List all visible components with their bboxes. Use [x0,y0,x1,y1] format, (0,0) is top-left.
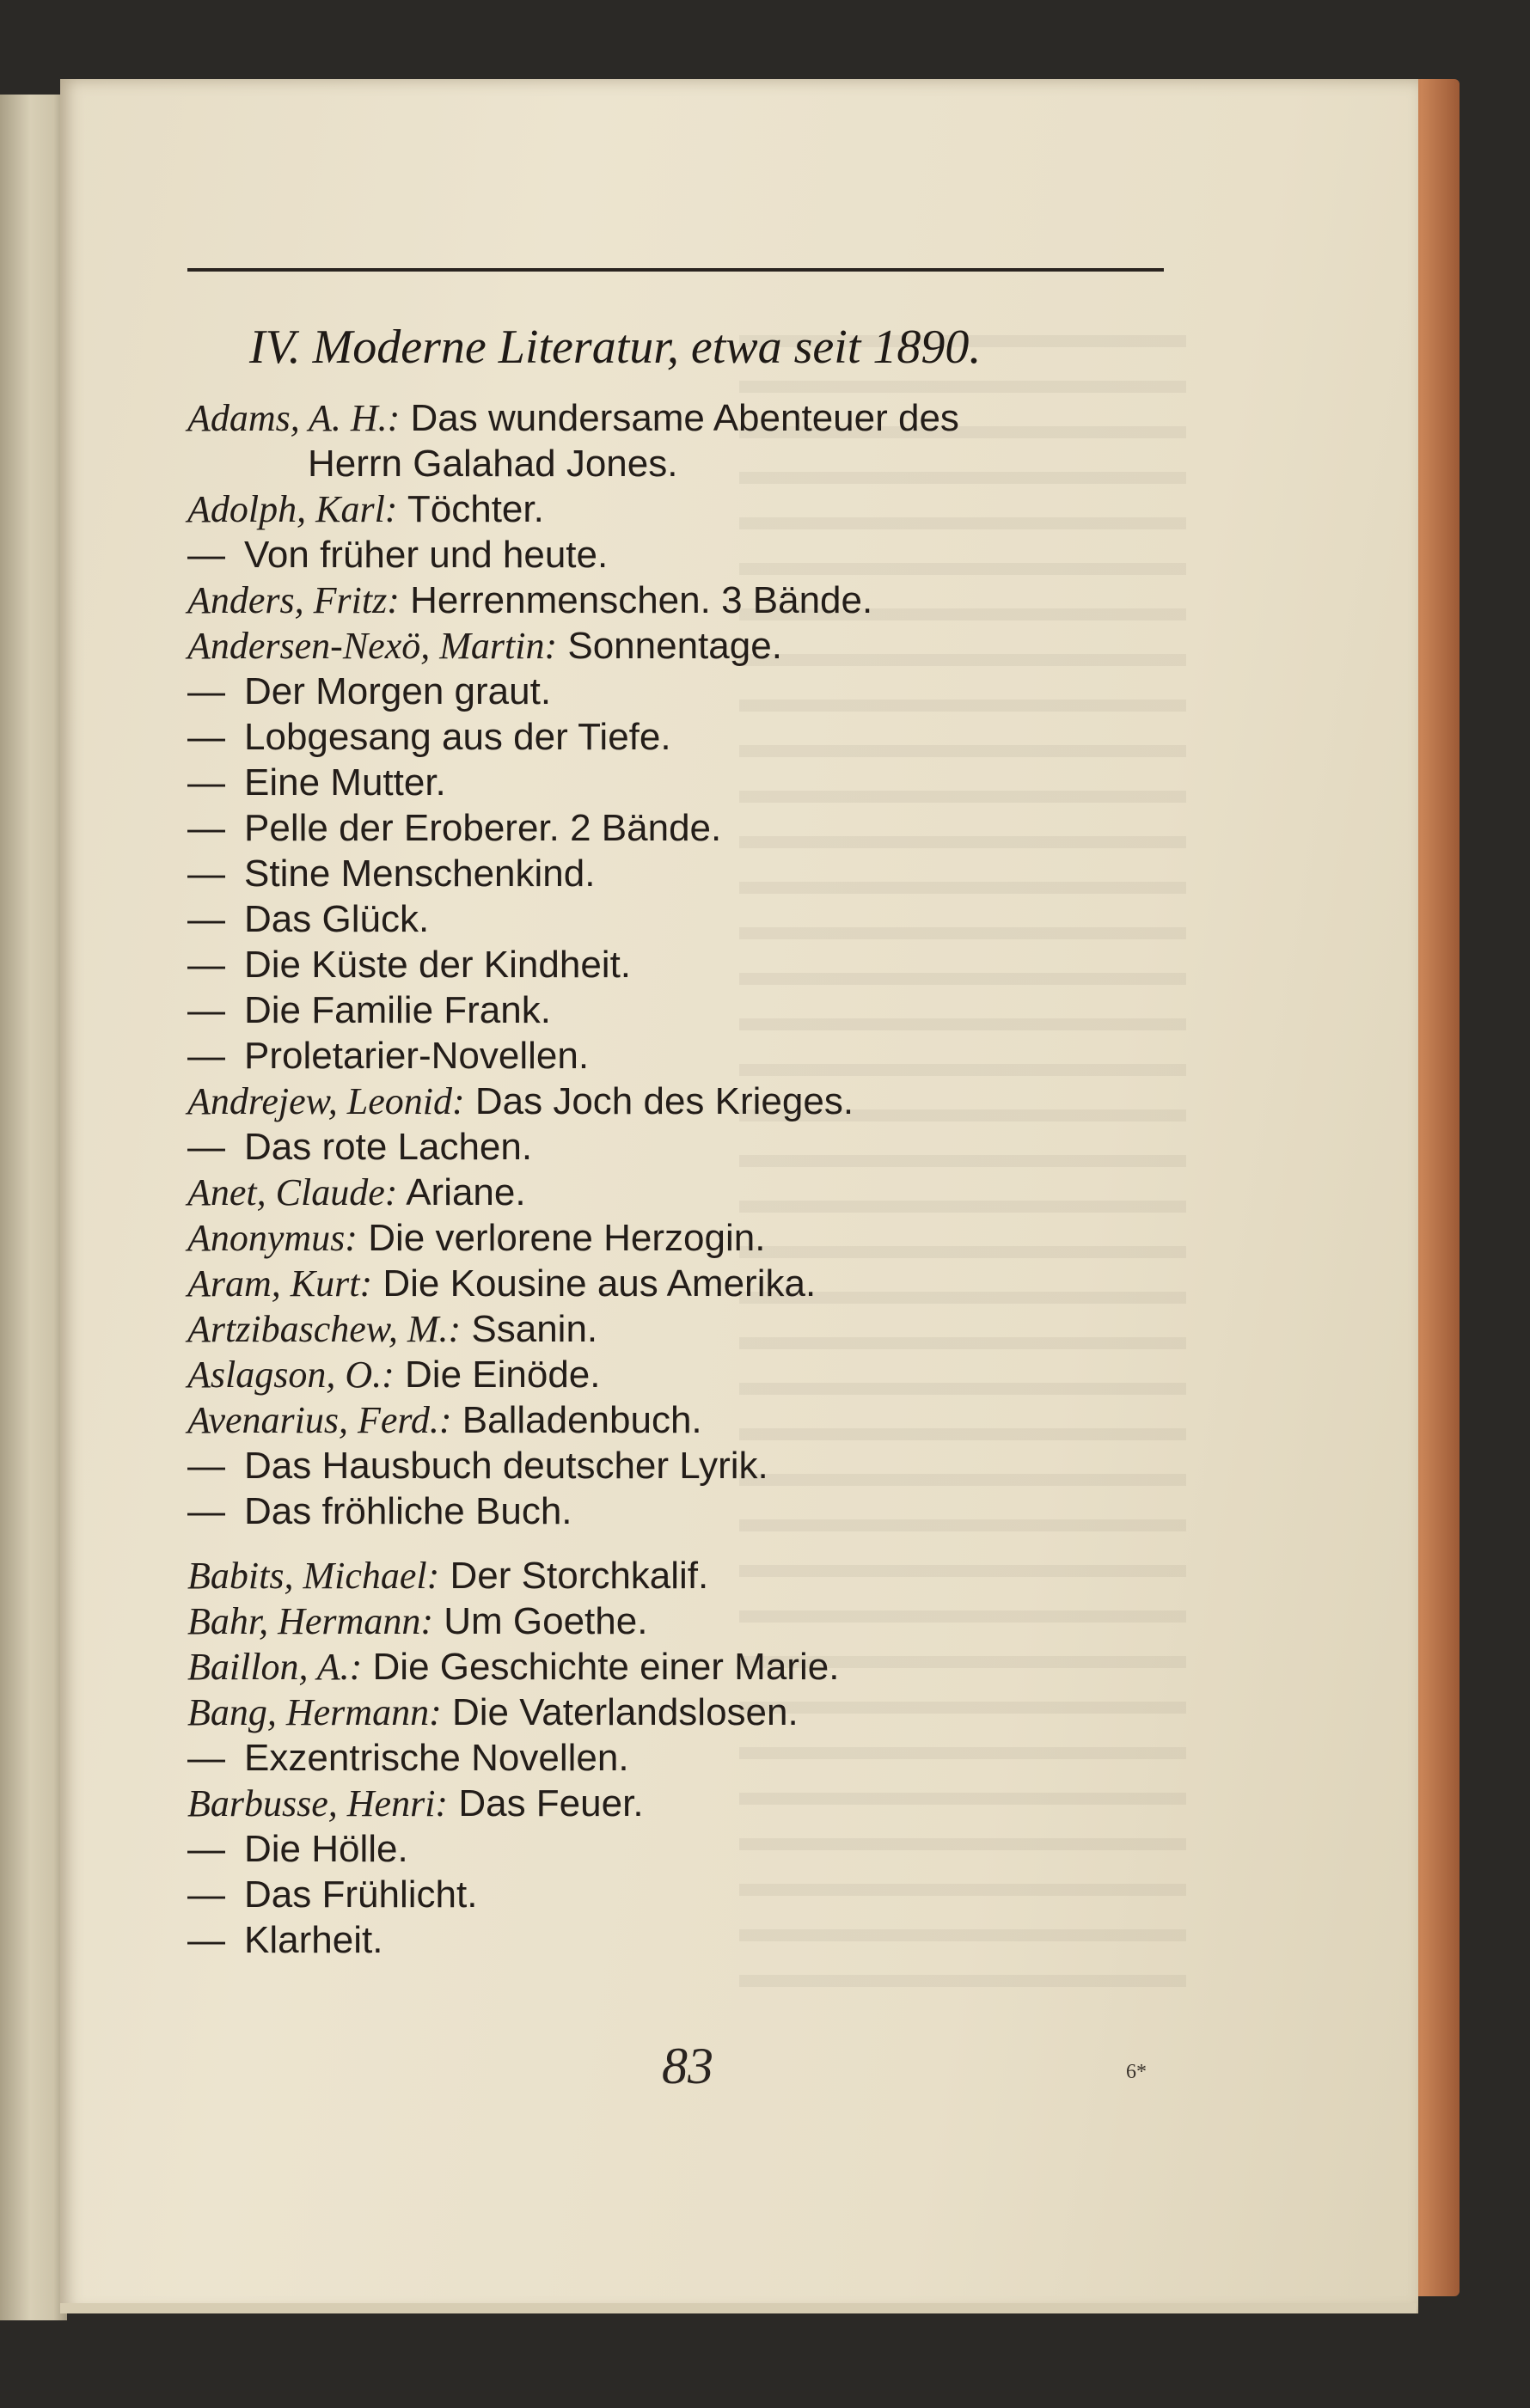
list-item [187,987,1202,1033]
list-item [187,1033,1202,1079]
entry-title: Das Frühlicht. [244,1873,478,1916]
entry-dash: — [187,1873,225,1916]
entry-title: Sonnentage. [567,625,782,667]
entry-dash: — [187,716,225,758]
list-item [187,1735,1202,1781]
entry-title: Der Storchkalif. [450,1555,709,1597]
section-heading: IV. Moderne Literatur, etwa seit 1890. [249,321,982,374]
list-item [187,1917,1202,1963]
entry-title: Lobgesang aus der Tiefe. [244,716,671,758]
list-item [187,1598,1202,1644]
facing-page-edge [0,95,67,2320]
entry-title: Balladenbuch. [462,1399,702,1441]
list-item [187,486,1202,532]
entry-dash: — [187,853,225,895]
list-item [187,714,1202,760]
entry-dash: — [187,670,225,712]
signature-mark: 6* [1126,2061,1147,2083]
list-item [187,395,1202,486]
entry-title-continuation: Herrn Galahad Jones. [308,443,678,485]
entry-author: Bang, Hermann: [187,1691,442,1733]
entry-dash: — [187,1737,225,1779]
entry-title: Exzentrische Novellen. [244,1737,629,1779]
list-item [187,1443,1202,1488]
entry-dash: — [187,898,225,940]
entry-author: Bahr, Hermann: [187,1600,433,1642]
list-item [187,623,1202,669]
entry-dash: — [187,1828,225,1870]
entry-title: Die verlorene Herzogin. [368,1217,766,1259]
list-item [187,1261,1202,1306]
entry-title: Stine Menschenkind. [244,853,596,895]
entry-title: Die Familie Frank. [244,989,551,1031]
list-item [187,1690,1202,1735]
entry-title: Ssanin. [471,1308,598,1350]
entry-title: Die Geschichte einer Marie. [372,1646,840,1688]
list-item [187,1215,1202,1261]
list-item [187,1352,1202,1397]
entry-author: Artzibaschew, M.: [187,1308,462,1350]
entry-author: Aram, Kurt: [187,1262,373,1305]
list-item [187,1124,1202,1170]
entry-dash: — [187,1035,225,1077]
entry-title: Das wundersame Abenteuer des [410,397,959,439]
entry-author: Anonymus: [187,1217,358,1259]
list-item [187,1781,1202,1826]
entry-author: Aslagson, O.: [187,1354,395,1396]
entry-title: Klarheit. [244,1919,383,1961]
entry-dash: — [187,807,225,849]
entry-title: Um Goethe. [444,1600,648,1642]
entry-dash: — [187,989,225,1031]
entry-dash: — [187,1445,225,1487]
entry-title: Eine Mutter. [244,761,446,804]
entry-title: Das rote Lachen. [244,1126,533,1168]
list-item [187,1644,1202,1690]
list-item [187,1397,1202,1443]
list-item [187,760,1202,805]
list-item [187,1826,1202,1872]
list-item [187,1306,1202,1352]
entry-author: Avenarius, Ferd.: [187,1399,452,1441]
entry-dash: — [187,944,225,986]
page-bottom-edge [60,2303,1417,2313]
entry-dash: — [187,1490,225,1532]
list-item [187,532,1202,578]
entry-author: Barbusse, Henri: [187,1782,449,1824]
entry-author: Andersen-Nexö, Martin: [187,625,558,667]
list-item [187,669,1202,714]
entry-title: Proletarier-Novellen. [244,1035,590,1077]
entry-author: Anet, Claude: [187,1171,398,1213]
entry-title: Der Morgen graut. [244,670,552,712]
list-item [187,896,1202,942]
entry-title: Das Joch des Krieges. [474,1080,854,1122]
list-item [187,1079,1202,1124]
entry-title: Ariane. [406,1171,526,1213]
list-item [187,942,1202,987]
entry-title: Die Vaterlandslosen. [451,1691,799,1733]
list-item [187,1872,1202,1917]
list-item [187,805,1202,851]
entry-dash: — [187,1919,225,1961]
entry-dash: — [187,534,225,576]
list-item [187,1170,1202,1215]
entry-title: Von früher und heute. [244,534,609,576]
entry-author: Baillon, A.: [187,1646,363,1688]
list-item [187,578,1202,623]
page-number: 83 [662,2038,713,2094]
entry-title: Töchter. [407,488,544,530]
entry-title: Das Glück. [244,898,430,940]
entry-author: Andrejew, Leonid: [187,1080,465,1122]
entry-title: Das fröhliche Buch. [244,1490,572,1532]
entry-author: Adolph, Karl: [187,488,398,530]
bibliography-list [187,395,1202,1963]
header-rule [187,268,1164,272]
entry-title: Die Küste der Kindheit. [244,944,632,986]
entry-title: Die Kousine aus Amerika. [382,1262,817,1305]
entry-title: Herrenmenschen. 3 Bände. [410,579,873,621]
entry-author: Babits, Michael: [187,1555,440,1597]
list-item [187,851,1202,896]
entry-author: Adams, A. H.: [187,397,401,439]
list-item [187,1488,1202,1534]
entry-title: Das Feuer. [458,1782,644,1824]
entry-dash: — [187,1126,225,1168]
entry-title: Die Hölle. [244,1828,408,1870]
entry-title: Das Hausbuch deutscher Lyrik. [244,1445,768,1487]
entry-title: Pelle der Eroberer. 2 Bände. [244,807,722,849]
entry-title: Die Einöde. [405,1354,601,1396]
entry-author: Anders, Fritz: [187,579,400,621]
list-item [187,1553,1202,1598]
entry-dash: — [187,761,225,804]
